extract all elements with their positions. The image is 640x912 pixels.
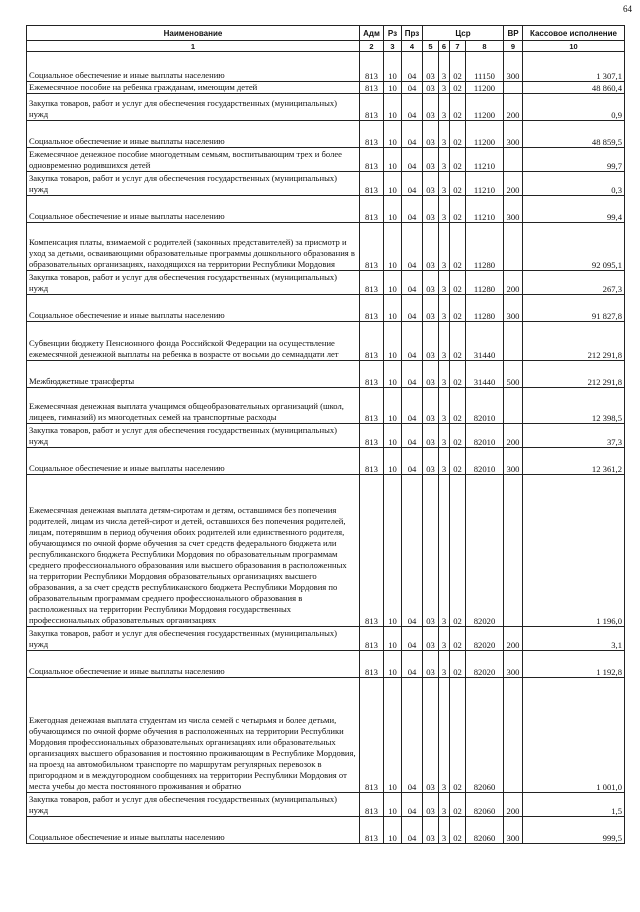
row-csr-part3: 02 (450, 148, 466, 172)
row-prz: 04 (402, 121, 423, 148)
row-name: Социальное обеспечение и иные выплаты населению (27, 196, 360, 223)
row-vr: 200 (504, 271, 523, 295)
row-csr-part4: 31440 (466, 322, 504, 361)
row-vr (504, 388, 523, 424)
row-vr (504, 148, 523, 172)
row-csr-part2: 3 (439, 223, 450, 271)
row-csr-part2: 3 (439, 651, 450, 678)
row-adm: 813 (360, 627, 384, 651)
row-vr: 300 (504, 817, 523, 844)
row-prz: 04 (402, 793, 423, 817)
row-csr-part3: 02 (450, 94, 466, 121)
column-number: 2 (360, 41, 384, 52)
table-row (27, 196, 625, 223)
table-row (27, 651, 625, 678)
row-csr-part4: 11280 (466, 295, 504, 322)
row-amount: 12 361,2 (523, 448, 625, 475)
row-vr: 200 (504, 793, 523, 817)
row-rz: 10 (384, 793, 402, 817)
row-vr (504, 475, 523, 627)
row-amount: 212 291,8 (523, 322, 625, 361)
row-amount: 99,4 (523, 196, 625, 223)
row-vr: 200 (504, 424, 523, 448)
column-number: 6 (439, 41, 450, 52)
row-rz: 10 (384, 424, 402, 448)
row-vr: 300 (504, 448, 523, 475)
row-name: Социальное обеспечение и иные выплаты населению (27, 52, 360, 82)
row-csr-part3: 02 (450, 172, 466, 196)
row-csr-part4: 82060 (466, 817, 504, 844)
table-row (27, 52, 625, 82)
column-number: 4 (402, 41, 423, 52)
row-adm: 813 (360, 793, 384, 817)
page-number: 64 (623, 4, 632, 14)
row-csr-part1: 03 (423, 448, 439, 475)
row-csr-part1: 03 (423, 94, 439, 121)
row-csr-part1: 03 (423, 223, 439, 271)
table-row (27, 295, 625, 322)
row-amount: 212 291,8 (523, 361, 625, 388)
row-csr-part2: 3 (439, 94, 450, 121)
row-prz: 04 (402, 52, 423, 82)
row-csr-part3: 02 (450, 322, 466, 361)
row-amount: 91 827,8 (523, 295, 625, 322)
row-csr-part3: 02 (450, 651, 466, 678)
row-csr-part4: 82020 (466, 475, 504, 627)
column-number: 10 (523, 41, 625, 52)
row-csr-part3: 02 (450, 361, 466, 388)
header-cash-execution: Кассовое исполнение (523, 26, 625, 41)
row-rz: 10 (384, 196, 402, 223)
row-adm: 813 (360, 322, 384, 361)
row-name: Социальное обеспечение и иные выплаты населению (27, 651, 360, 678)
row-csr-part3: 02 (450, 223, 466, 271)
row-vr (504, 82, 523, 94)
row-csr-part4: 82020 (466, 627, 504, 651)
row-name: Закупка товаров, работ и услуг для обеспечения государственных (муниципальных) нужд (27, 793, 360, 817)
column-number: 5 (423, 41, 439, 52)
row-amount: 1 307,1 (523, 52, 625, 82)
row-csr-part4: 11210 (466, 172, 504, 196)
row-name: Социальное обеспечение и иные выплаты населению (27, 295, 360, 322)
row-csr-part1: 03 (423, 627, 439, 651)
row-amount: 999,5 (523, 817, 625, 844)
row-adm: 813 (360, 817, 384, 844)
header-prz: Прз (402, 26, 423, 41)
row-csr-part4: 82010 (466, 448, 504, 475)
row-amount: 12 398,5 (523, 388, 625, 424)
row-prz: 04 (402, 82, 423, 94)
row-vr: 300 (504, 121, 523, 148)
row-csr-part2: 3 (439, 627, 450, 651)
row-csr-part4: 11200 (466, 121, 504, 148)
row-name: Ежемесячная денежная выплата детям-сиротам и детям, оставшимся без попечения родителей, лицам из числа детей-сирот и детей, оставшихся без попечения родителей, лицам, потерявшим в период обучения обоих родителей или единственного родителя, обучающимся по очной форме обучения за счет средств федерального бюджета или республиканского бюджета Республики Мордовия по образовательным программам среднего профессионального образования или высшего образования в расположенных на территории Республики Мордовия образовательных организациях высшего образования, а за счет средств республиканского бюджета Республики Мордовия по образовательным программам среднего профессионального образования в расположенных на территории Республики Мордовия государственных профессиональных образовательных организациях (27, 475, 360, 627)
row-prz: 04 (402, 475, 423, 627)
row-csr-part4: 11280 (466, 223, 504, 271)
table-row (27, 448, 625, 475)
row-name: Ежемесячное пособие на ребенка гражданам, имеющим детей (27, 82, 360, 94)
row-adm: 813 (360, 148, 384, 172)
row-adm: 813 (360, 52, 384, 82)
row-csr-part2: 3 (439, 295, 450, 322)
row-name: Социальное обеспечение и иные выплаты населению (27, 817, 360, 844)
row-csr-part3: 02 (450, 196, 466, 223)
row-vr: 300 (504, 295, 523, 322)
row-adm: 813 (360, 94, 384, 121)
row-csr-part3: 02 (450, 475, 466, 627)
row-csr-part2: 3 (439, 271, 450, 295)
row-csr-part4: 11210 (466, 196, 504, 223)
row-vr: 300 (504, 196, 523, 223)
row-prz: 04 (402, 424, 423, 448)
row-prz: 04 (402, 196, 423, 223)
budget-execution-table (26, 25, 625, 844)
column-number: 1 (27, 41, 360, 52)
row-rz: 10 (384, 678, 402, 793)
row-amount: 99,7 (523, 148, 625, 172)
row-prz: 04 (402, 627, 423, 651)
row-rz: 10 (384, 172, 402, 196)
row-name: Социальное обеспечение и иные выплаты населению (27, 448, 360, 475)
row-csr-part3: 02 (450, 627, 466, 651)
row-csr-part2: 3 (439, 361, 450, 388)
table-row (27, 322, 625, 361)
row-csr-part4: 11280 (466, 271, 504, 295)
row-amount: 0,9 (523, 94, 625, 121)
row-csr-part4: 11150 (466, 52, 504, 82)
row-csr-part1: 03 (423, 271, 439, 295)
row-adm: 813 (360, 361, 384, 388)
table-row (27, 424, 625, 448)
row-csr-part1: 03 (423, 793, 439, 817)
table-row (27, 172, 625, 196)
row-csr-part2: 3 (439, 148, 450, 172)
row-prz: 04 (402, 448, 423, 475)
row-csr-part2: 3 (439, 475, 450, 627)
row-csr-part2: 3 (439, 172, 450, 196)
row-adm: 813 (360, 223, 384, 271)
row-name: Закупка товаров, работ и услуг для обеспечения государственных (муниципальных) нужд (27, 424, 360, 448)
row-adm: 813 (360, 295, 384, 322)
row-csr-part1: 03 (423, 52, 439, 82)
table-row (27, 94, 625, 121)
row-csr-part4: 82020 (466, 651, 504, 678)
table-row (27, 271, 625, 295)
row-csr-part2: 3 (439, 388, 450, 424)
row-csr-part1: 03 (423, 475, 439, 627)
row-csr-part1: 03 (423, 651, 439, 678)
row-csr-part2: 3 (439, 52, 450, 82)
row-csr-part3: 02 (450, 678, 466, 793)
row-prz: 04 (402, 817, 423, 844)
row-vr (504, 322, 523, 361)
header-vr: ВР (504, 26, 523, 41)
row-csr-part4: 11210 (466, 148, 504, 172)
row-rz: 10 (384, 448, 402, 475)
row-rz: 10 (384, 94, 402, 121)
row-csr-part3: 02 (450, 817, 466, 844)
row-csr-part1: 03 (423, 424, 439, 448)
row-csr-part1: 03 (423, 678, 439, 793)
column-number: 7 (450, 41, 466, 52)
row-name: Закупка товаров, работ и услуг для обеспечения государственных (муниципальных) нужд (27, 627, 360, 651)
row-adm: 813 (360, 388, 384, 424)
row-name: Субвенции бюджету Пенсионного фонда Российской Федерации на осуществление ежемесячной денежной выплаты на ребенка в возрасте от восьми до семнадцати лет (27, 322, 360, 361)
row-vr: 200 (504, 627, 523, 651)
table-row (27, 475, 625, 627)
row-csr-part1: 03 (423, 322, 439, 361)
row-csr-part3: 02 (450, 793, 466, 817)
row-adm: 813 (360, 271, 384, 295)
row-name: Закупка товаров, работ и услуг для обеспечения государственных (муниципальных) нужд (27, 94, 360, 121)
header-name: Наименование (27, 26, 360, 41)
table-row (27, 121, 625, 148)
table-body (27, 52, 625, 844)
table-row (27, 817, 625, 844)
row-csr-part3: 02 (450, 121, 466, 148)
header-adm: Адм (360, 26, 384, 41)
row-adm: 813 (360, 475, 384, 627)
row-rz: 10 (384, 271, 402, 295)
row-csr-part3: 02 (450, 271, 466, 295)
row-csr-part4: 82060 (466, 793, 504, 817)
row-prz: 04 (402, 148, 423, 172)
row-csr-part1: 03 (423, 82, 439, 94)
row-amount: 48 860,4 (523, 82, 625, 94)
row-rz: 10 (384, 475, 402, 627)
row-csr-part2: 3 (439, 424, 450, 448)
table-row (27, 361, 625, 388)
header-rz: Рз (384, 26, 402, 41)
column-number-row (27, 41, 625, 52)
row-vr (504, 223, 523, 271)
row-csr-part1: 03 (423, 196, 439, 223)
header-row (27, 26, 625, 41)
row-adm: 813 (360, 448, 384, 475)
row-name: Ежегодная денежная выплата студентам из числа семей с четырьмя и более детьми, обучающимся по очной форме обучения в расположенных на территории Республики Мордовия профессиональных образовательных организациях или образовательных организациях высшего образования и постоянно проживающим в Республике Мордовия, на проезд на автомобильном транспорте по маршрутам регулярных перевозок в пригородном и в междугородном сообщениях на территории Республики Мордовия от места учебы до места постоянного проживания и обратно (27, 678, 360, 793)
row-rz: 10 (384, 223, 402, 271)
row-adm: 813 (360, 651, 384, 678)
row-csr-part4: 31440 (466, 361, 504, 388)
row-prz: 04 (402, 361, 423, 388)
row-rz: 10 (384, 361, 402, 388)
row-amount: 92 095,1 (523, 223, 625, 271)
row-csr-part2: 3 (439, 448, 450, 475)
table-row (27, 793, 625, 817)
row-rz: 10 (384, 121, 402, 148)
row-rz: 10 (384, 82, 402, 94)
row-prz: 04 (402, 172, 423, 196)
row-csr-part2: 3 (439, 322, 450, 361)
column-number: 3 (384, 41, 402, 52)
row-vr: 200 (504, 94, 523, 121)
row-csr-part1: 03 (423, 148, 439, 172)
row-vr: 300 (504, 651, 523, 678)
row-csr-part4: 11200 (466, 82, 504, 94)
row-amount: 1 001,0 (523, 678, 625, 793)
row-csr-part1: 03 (423, 361, 439, 388)
row-csr-part3: 02 (450, 424, 466, 448)
row-name: Межбюджетные трансферты (27, 361, 360, 388)
row-amount: 1 192,8 (523, 651, 625, 678)
row-adm: 813 (360, 121, 384, 148)
row-csr-part2: 3 (439, 817, 450, 844)
row-csr-part3: 02 (450, 82, 466, 94)
column-number: 8 (466, 41, 504, 52)
row-csr-part3: 02 (450, 448, 466, 475)
row-name: Ежемесячная денежная выплата учащимся общеобразовательных организаций (школ, лицеев, гимназий) из многодетных семей на транспортные расходы (27, 388, 360, 424)
row-csr-part2: 3 (439, 196, 450, 223)
row-csr-part1: 03 (423, 295, 439, 322)
row-prz: 04 (402, 322, 423, 361)
row-prz: 04 (402, 271, 423, 295)
column-number: 9 (504, 41, 523, 52)
row-csr-part4: 82010 (466, 388, 504, 424)
header-csr: Цср (423, 26, 504, 41)
row-csr-part1: 03 (423, 121, 439, 148)
row-csr-part4: 11200 (466, 94, 504, 121)
row-rz: 10 (384, 148, 402, 172)
row-name: Ежемесячное денежное пособие многодетным семьям, воспитывающим трех и более одновременно родившихся детей (27, 148, 360, 172)
row-prz: 04 (402, 651, 423, 678)
row-csr-part2: 3 (439, 678, 450, 793)
row-rz: 10 (384, 295, 402, 322)
row-prz: 04 (402, 388, 423, 424)
row-csr-part4: 82010 (466, 424, 504, 448)
row-rz: 10 (384, 388, 402, 424)
row-amount: 1,5 (523, 793, 625, 817)
row-csr-part2: 3 (439, 82, 450, 94)
row-rz: 10 (384, 322, 402, 361)
row-csr-part1: 03 (423, 388, 439, 424)
row-csr-part2: 3 (439, 121, 450, 148)
table-row (27, 678, 625, 793)
row-amount: 37,3 (523, 424, 625, 448)
row-amount: 0,3 (523, 172, 625, 196)
row-vr: 300 (504, 52, 523, 82)
row-prz: 04 (402, 223, 423, 271)
table-row (27, 388, 625, 424)
row-name: Компенсация платы, взимаемой с родителей (законных представителей) за присмотр и уход за детьми, осваивающими образовательные программы дошкольного образования в образовательных организациях, находящихся на территории Республики Мордовия (27, 223, 360, 271)
row-prz: 04 (402, 678, 423, 793)
table-row (27, 223, 625, 271)
row-csr-part1: 03 (423, 172, 439, 196)
row-csr-part4: 82060 (466, 678, 504, 793)
row-name: Закупка товаров, работ и услуг для обеспечения государственных (муниципальных) нужд (27, 271, 360, 295)
row-rz: 10 (384, 627, 402, 651)
row-amount: 48 859,5 (523, 121, 625, 148)
row-rz: 10 (384, 52, 402, 82)
row-adm: 813 (360, 424, 384, 448)
table-row (27, 148, 625, 172)
row-rz: 10 (384, 817, 402, 844)
row-amount: 1 196,0 (523, 475, 625, 627)
row-adm: 813 (360, 678, 384, 793)
row-rz: 10 (384, 651, 402, 678)
row-prz: 04 (402, 295, 423, 322)
row-csr-part3: 02 (450, 52, 466, 82)
row-prz: 04 (402, 94, 423, 121)
row-adm: 813 (360, 82, 384, 94)
row-amount: 267,3 (523, 271, 625, 295)
row-csr-part3: 02 (450, 388, 466, 424)
row-name: Закупка товаров, работ и услуг для обеспечения государственных (муниципальных) нужд (27, 172, 360, 196)
row-csr-part2: 3 (439, 793, 450, 817)
row-csr-part3: 02 (450, 295, 466, 322)
row-csr-part1: 03 (423, 817, 439, 844)
row-amount: 3,1 (523, 627, 625, 651)
row-adm: 813 (360, 172, 384, 196)
row-adm: 813 (360, 196, 384, 223)
table-row (27, 82, 625, 94)
row-vr (504, 678, 523, 793)
table-row (27, 627, 625, 651)
row-vr: 500 (504, 361, 523, 388)
row-name: Социальное обеспечение и иные выплаты населению (27, 121, 360, 148)
row-vr: 200 (504, 172, 523, 196)
